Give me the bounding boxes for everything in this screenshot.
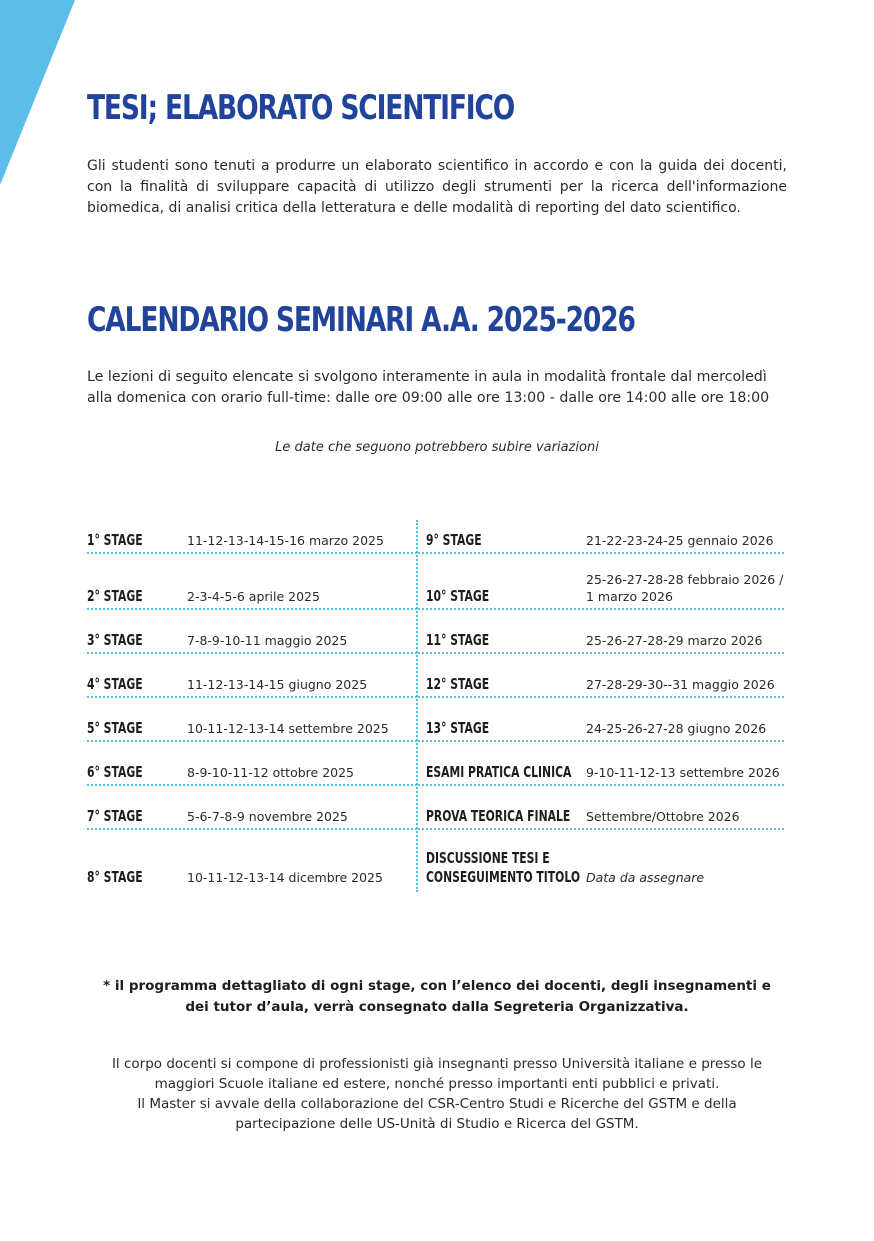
stage-dates: 2-3-4-5-6 aprile 2025: [187, 589, 320, 604]
schedule-row: [418, 786, 784, 830]
schedule-row: [418, 554, 784, 610]
stage-dates: 10-11-12-13-14 dicembre 2025: [187, 870, 383, 885]
schedule-row: [87, 742, 417, 786]
stage-label: 4° STAGE: [87, 675, 143, 693]
schedule-row: [418, 698, 784, 742]
calendario-paragraph: Le lezioni di seguito elencate si svolgono interamente in aula in modalità frontale dal mercoledì alla domenica con orario full-time: dalle ore 09:00 alle ore 13:00 - dalle ore 14:00 alle ore 18:00: [87, 369, 770, 406]
stage-label-line2: CONSEGUIMENTO TITOLO: [426, 868, 581, 886]
stage-label: 12° STAGE: [426, 675, 490, 693]
stage-label: PROVA TEORICA FINALE: [426, 807, 571, 825]
stage-label: 13° STAGE: [426, 719, 490, 737]
stage-dates: 11-12-13-14-15-16 marzo 2025: [187, 533, 384, 548]
stage-label: 5° STAGE: [87, 719, 143, 737]
stage-dates: 5-6-7-8-9 novembre 2025: [187, 809, 348, 824]
stage-dates: 7-8-9-10-11 maggio 2025: [187, 633, 348, 648]
stage-dates-line1: 25-26-27-28-28 febbraio 2026 /: [586, 572, 784, 587]
schedule-row: [87, 654, 417, 698]
stage-label: 10° STAGE: [426, 587, 490, 605]
schedule-row: [418, 654, 784, 698]
stage-dates: 9-10-11-12-13 settembre 2026: [586, 765, 780, 780]
corner-decoration: [0, 0, 75, 185]
schedule-row: [87, 698, 417, 742]
stage-dates: 21-22-23-24-25 gennaio 2026: [586, 533, 774, 548]
stage-label: 9° STAGE: [426, 531, 482, 549]
tesi-paragraph: Gli studenti sono tenuti a produrre un elaborato scientifico in accordo e con la guida dei docenti, con la finalità di sviluppare capacità di utilizzo degli strumenti per la ricerca dell'informazione biomedica, di analisi critica della letteratura e delle modalità di reporting del dato scientifico.: [87, 158, 787, 216]
stage-label: 3° STAGE: [87, 631, 143, 649]
closing-line: maggiori Scuole italiane ed estere, nonché presso importanti enti pubblici e privati.: [154, 1076, 720, 1092]
stage-label: 8° STAGE: [87, 868, 143, 886]
stage-label-line1: DISCUSSIONE TESI E: [426, 849, 550, 867]
stage-dates-line2: 1 marzo 2026: [586, 589, 673, 604]
stage-dates: Settembre/Ottobre 2026: [586, 809, 740, 824]
stage-label: 6° STAGE: [87, 763, 143, 781]
schedule-row: [418, 520, 784, 554]
stage-label: 1° STAGE: [87, 531, 143, 549]
schedule-right-column: [418, 520, 784, 892]
schedule-row: [87, 830, 417, 892]
footnote: * il programma dettagliato di ogni stage, con l’elenco dei docenti, degli insegnamenti e dei tutor d’aula, verrà consegnato dalla Segreteria Organizzativa.: [103, 978, 771, 1015]
schedule-row: [418, 742, 784, 786]
schedule-left-column: [87, 520, 417, 892]
variation-note: Le date che seguono potrebbero subire variazioni: [275, 440, 599, 455]
stage-label: ESAMI PRATICA CLINICA: [426, 763, 572, 781]
stage-dates: Data da assegnare: [586, 870, 705, 885]
closing-line: Il corpo docenti si compone di professionisti già insegnanti presso Università italiane e presso le: [111, 1056, 763, 1072]
closing-line: partecipazione delle US-Unità di Studio e Ricerca del GSTM.: [235, 1116, 639, 1132]
stage-label: 2° STAGE: [87, 587, 143, 605]
schedule-row: [87, 610, 417, 654]
closing-line: Il Master si avvale della collaborazione del CSR-Centro Studi e Ricerche del GSTM e della: [137, 1096, 737, 1112]
stage-label: 11° STAGE: [426, 631, 490, 649]
stage-label: 7° STAGE: [87, 807, 143, 825]
stage-dates: 10-11-12-13-14 settembre 2025: [187, 721, 389, 736]
schedule-row: [87, 520, 417, 554]
schedule-row: [418, 610, 784, 654]
stage-dates: 11-12-13-14-15 giugno 2025: [187, 677, 368, 692]
stage-dates: 8-9-10-11-12 ottobre 2025: [187, 765, 355, 780]
calendario-heading: CALENDARIO SEMINARI A.A. 2025-2026: [87, 300, 635, 340]
stage-dates: 24-25-26-27-28 giugno 2026: [586, 721, 767, 736]
schedule-row: [87, 786, 417, 830]
stage-dates: 25-26-27-28-29 marzo 2026: [586, 633, 763, 648]
tesi-heading: TESI; ELABORATO SCIENTIFICO: [87, 88, 515, 128]
schedule-row: [87, 554, 417, 610]
schedule-row: [418, 830, 784, 892]
stage-dates: 27-28-29-30--31 maggio 2026: [586, 677, 775, 692]
closing-paragraph: [80, 1054, 794, 1134]
